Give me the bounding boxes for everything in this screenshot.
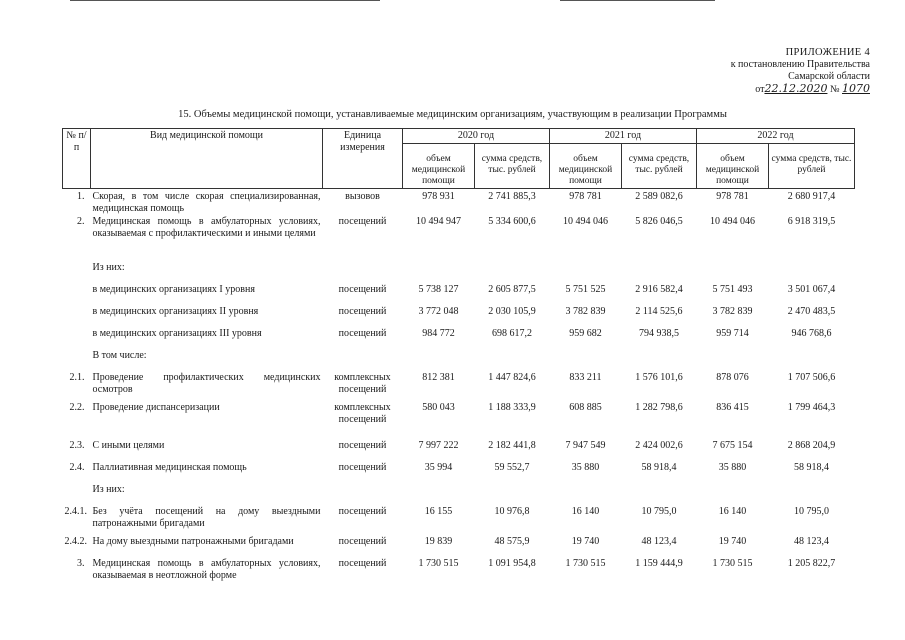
sum-cell: 58 918,4 xyxy=(641,462,677,473)
row-number: 1. xyxy=(77,191,85,202)
sum-cell: 2 030 105,9 xyxy=(488,306,536,317)
sum-cell: 1 799 464,3 xyxy=(787,402,836,413)
sum-cell: 1 091 954,8 xyxy=(488,558,536,569)
header-sum: сумма средств, тыс. рублей xyxy=(769,144,855,189)
table-row xyxy=(63,482,855,504)
row-number: 2.1. xyxy=(69,372,85,383)
volume-cell: 608 885 xyxy=(569,402,602,413)
volume-cell: 978 931 xyxy=(422,191,455,202)
row-number xyxy=(63,304,91,326)
row-unit xyxy=(323,260,403,282)
row-number: 2.4.2. xyxy=(64,536,87,547)
header-year-2022: 2022 год xyxy=(697,129,855,144)
sum-cell xyxy=(769,260,855,282)
sum-cell: 2 589 082,6 xyxy=(635,191,683,202)
sum-cell: 10 795,0 xyxy=(794,506,829,517)
volume-cell: 5 751 525 xyxy=(565,284,606,295)
row-unit xyxy=(323,482,403,504)
volume-cell: 35 880 xyxy=(718,462,747,473)
row-number: 2.4.1. xyxy=(64,506,87,517)
sum-cell: 59 552,7 xyxy=(494,462,530,473)
volume-cell: 3 772 048 xyxy=(418,306,459,317)
header-volume: объем медицинской помощи xyxy=(403,144,475,189)
row-number xyxy=(63,482,91,504)
header-num: № п/п xyxy=(63,129,91,189)
row-number: 2.3. xyxy=(69,440,85,451)
row-number xyxy=(63,282,91,304)
row-description: Из них: xyxy=(92,262,125,273)
table-row xyxy=(63,282,855,304)
row-unit: посещений xyxy=(338,216,387,227)
volume-cell: 19 839 xyxy=(424,536,453,547)
sum-cell: 2 470 483,5 xyxy=(787,306,836,317)
table-row xyxy=(63,260,855,282)
header-sum: сумма средств, тыс. рублей xyxy=(475,144,550,189)
volume-cell: 5 751 493 xyxy=(712,284,753,295)
sum-cell: 6 918 319,5 xyxy=(787,216,836,227)
volume-cell: 812 381 xyxy=(422,372,455,383)
number-prefix: № xyxy=(829,84,840,95)
volume-cell: 959 682 xyxy=(569,328,602,339)
header-unit: Единица измерения xyxy=(323,129,403,189)
volume-cell: 984 772 xyxy=(422,328,455,339)
row-description: в медицинских организациях I уровня xyxy=(92,284,255,295)
scan-edge-line xyxy=(560,0,715,1)
row-description: Без учёта посещений на дому выездными патронажными бригадами xyxy=(92,506,321,529)
sum-cell xyxy=(622,482,697,504)
sum-cell xyxy=(769,348,855,370)
sum-cell: 10 976,8 xyxy=(494,506,530,517)
sum-cell: 2 868 204,9 xyxy=(787,440,836,451)
sum-cell: 3 501 067,4 xyxy=(787,284,836,295)
volume-cell: 3 782 839 xyxy=(565,306,606,317)
section-title: 15. Объемы медицинской помощи, устанавливаемые медицинским организациям, участвующим в реализации Программы xyxy=(178,109,727,120)
row-unit: посещений xyxy=(338,328,387,339)
row-number xyxy=(63,348,91,370)
volume-cell xyxy=(550,482,622,504)
sum-cell: 2 916 582,4 xyxy=(635,284,683,295)
sum-cell: 2 741 885,3 xyxy=(488,191,536,202)
table-row xyxy=(63,534,855,556)
row-unit: посещений xyxy=(338,440,387,451)
table-row xyxy=(63,400,855,438)
volume-cell xyxy=(697,260,769,282)
volume-cell xyxy=(550,260,622,282)
table-row xyxy=(63,348,855,370)
sum-cell: 5 334 600,6 xyxy=(488,216,536,227)
volume-cell: 580 043 xyxy=(422,402,455,413)
header-year-2020: 2020 год xyxy=(403,129,550,144)
sum-cell: 5 826 046,5 xyxy=(635,216,683,227)
sum-cell: 2 114 525,6 xyxy=(635,306,683,317)
row-number: 2.4. xyxy=(69,462,85,473)
sum-cell: 698 617,2 xyxy=(492,328,532,339)
sum-cell: 48 123,4 xyxy=(794,536,829,547)
volume-cell: 5 738 127 xyxy=(418,284,459,295)
volumes-table xyxy=(62,128,855,586)
sum-cell: 794 938,5 xyxy=(639,328,679,339)
volume-cell: 10 494 046 xyxy=(563,216,608,227)
sum-cell: 2 182 441,8 xyxy=(488,440,536,451)
volume-cell: 19 740 xyxy=(571,536,600,547)
row-description: В том числе: xyxy=(92,350,147,361)
header-year-2021: 2021 год xyxy=(550,129,697,144)
row-unit: посещений xyxy=(338,536,387,547)
row-number: 2. xyxy=(77,216,85,227)
row-description: Паллиативная медицинская помощь xyxy=(92,462,247,473)
table-row xyxy=(63,460,855,482)
appendix-line-2: Самарской области xyxy=(788,71,870,82)
row-description: С иными целями xyxy=(92,440,165,451)
volume-cell: 878 076 xyxy=(716,372,749,383)
table-row xyxy=(63,304,855,326)
sum-cell: 1 188 333,9 xyxy=(488,402,536,413)
volume-cell: 7 675 154 xyxy=(712,440,753,451)
sum-cell: 48 123,4 xyxy=(641,536,677,547)
volume-cell: 10 494 947 xyxy=(416,216,461,227)
row-unit: посещений xyxy=(338,506,387,517)
row-number xyxy=(63,260,91,282)
sum-cell: 58 918,4 xyxy=(794,462,829,473)
appendix-title: ПРИЛОЖЕНИЕ 4 xyxy=(785,47,870,58)
row-unit: посещений xyxy=(338,306,387,317)
sum-cell: 946 768,6 xyxy=(791,328,832,339)
date-prefix: от xyxy=(755,84,765,95)
row-unit: комплексных посещений xyxy=(334,402,391,425)
header-sum: сумма средств, тыс. рублей xyxy=(622,144,697,189)
sum-cell xyxy=(622,260,697,282)
table-row xyxy=(63,326,855,348)
volume-cell xyxy=(697,348,769,370)
sum-cell xyxy=(769,482,855,504)
table-row xyxy=(63,214,855,260)
row-unit xyxy=(323,348,403,370)
appendix-header xyxy=(731,47,870,96)
header-volume: объем медицинской помощи xyxy=(697,144,769,189)
handwritten-date: 22.12.2020 xyxy=(764,82,828,95)
volume-cell: 1 730 515 xyxy=(712,558,753,569)
volume-cell xyxy=(403,348,475,370)
sum-cell: 2 424 002,6 xyxy=(635,440,683,451)
row-unit: посещений xyxy=(338,558,387,569)
volume-cell xyxy=(550,348,622,370)
appendix-line-1: к постановлению Правительства xyxy=(730,59,870,70)
row-description: На дому выездными патронажными бригадами xyxy=(92,536,294,547)
volume-cell: 35 880 xyxy=(571,462,600,473)
table-row xyxy=(63,556,855,586)
row-unit: посещений xyxy=(338,462,387,473)
volume-cell: 19 740 xyxy=(718,536,747,547)
sum-cell: 2 680 917,4 xyxy=(787,191,836,202)
volume-cell xyxy=(697,482,769,504)
sum-cell: 48 575,9 xyxy=(494,536,530,547)
row-description: Проведение диспансеризации xyxy=(92,402,220,413)
header-volume: объем медицинской помощи xyxy=(550,144,622,189)
sum-cell: 1 159 444,9 xyxy=(635,558,683,569)
volume-cell: 16 140 xyxy=(718,506,747,517)
table-body xyxy=(63,189,855,587)
row-unit: посещений xyxy=(338,284,387,295)
volume-cell: 833 211 xyxy=(569,372,602,383)
row-description: Медицинская помощь в амбулаторных условиях, оказываемая в неотложной форме xyxy=(92,558,321,581)
volume-cell: 16 155 xyxy=(424,506,453,517)
table-row xyxy=(63,504,855,534)
sum-cell xyxy=(475,348,550,370)
table-row xyxy=(63,189,855,215)
sum-cell xyxy=(475,260,550,282)
volume-cell: 978 781 xyxy=(716,191,749,202)
volume-cell: 3 782 839 xyxy=(712,306,753,317)
handwritten-number: 1070 xyxy=(842,82,870,95)
row-unit: комплексных посещений xyxy=(334,372,391,395)
sum-cell: 1 707 506,6 xyxy=(787,372,836,383)
row-description: Проведение профилактических медицинских осмотров xyxy=(92,372,321,395)
row-description: Скорая, в том числе скорая специализированная, медицинская помощь xyxy=(92,191,321,214)
volume-cell: 10 494 046 xyxy=(710,216,755,227)
row-number: 3. xyxy=(77,558,85,569)
appendix-date-line xyxy=(731,83,870,96)
row-description: Из них: xyxy=(92,484,125,495)
row-description: в медицинских организациях III уровня xyxy=(92,328,262,339)
sum-cell: 1 447 824,6 xyxy=(488,372,536,383)
volume-cell: 35 994 xyxy=(424,462,453,473)
volume-cell: 1 730 515 xyxy=(418,558,459,569)
sum-cell: 1 205 822,7 xyxy=(787,558,836,569)
volume-cell: 836 415 xyxy=(716,402,749,413)
volume-cell: 7 997 222 xyxy=(418,440,459,451)
row-description: Медицинская помощь в амбулаторных условиях, оказываемая с профилактическими и иными целями xyxy=(92,216,321,239)
volume-cell: 959 714 xyxy=(716,328,749,339)
sum-cell: 1 282 798,6 xyxy=(635,402,683,413)
header-kind: Вид медицинской помощи xyxy=(91,129,323,189)
volume-cell: 16 140 xyxy=(571,506,600,517)
row-description: в медицинских организациях II уровня xyxy=(92,306,259,317)
volume-cell: 7 947 549 xyxy=(565,440,606,451)
volume-cell: 978 781 xyxy=(569,191,602,202)
row-number xyxy=(63,326,91,348)
sum-cell xyxy=(622,348,697,370)
sum-cell: 2 605 877,5 xyxy=(488,284,536,295)
volume-cell xyxy=(403,482,475,504)
sum-cell: 10 795,0 xyxy=(641,506,677,517)
sum-cell: 1 576 101,6 xyxy=(635,372,683,383)
volume-cell: 1 730 515 xyxy=(565,558,606,569)
sum-cell xyxy=(475,482,550,504)
table-row xyxy=(63,370,855,400)
table-row xyxy=(63,438,855,460)
row-unit: вызовов xyxy=(345,191,380,202)
scan-edge-line xyxy=(70,0,380,1)
volume-cell xyxy=(403,260,475,282)
row-number: 2.2. xyxy=(69,402,85,413)
